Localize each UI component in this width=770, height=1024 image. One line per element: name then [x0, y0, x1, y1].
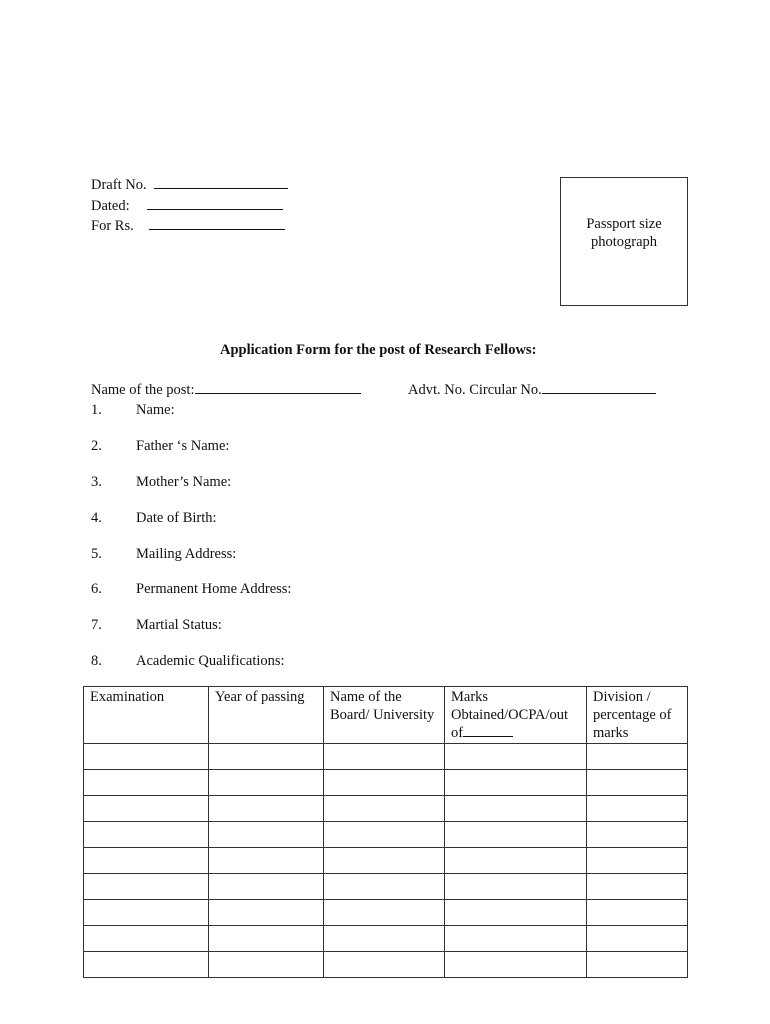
- marks-out-of-blank[interactable]: [463, 736, 513, 737]
- field-number: 5.: [91, 546, 102, 562]
- table-row: [84, 744, 688, 770]
- table-cell-division-percentage[interactable]: [587, 796, 688, 822]
- field-date-of-birth[interactable]: [0, 510, 770, 528]
- advt-number-input[interactable]: [542, 393, 656, 394]
- table-cell-year-of-passing[interactable]: [209, 848, 324, 874]
- table-cell-examination[interactable]: [84, 926, 209, 952]
- table-cell-board-university[interactable]: [324, 848, 445, 874]
- table-cell-board-university[interactable]: [324, 822, 445, 848]
- draft-number-field: [91, 177, 288, 194]
- table-row: [84, 822, 688, 848]
- field-number: 1.: [91, 402, 102, 418]
- qualifications-table: [83, 686, 688, 978]
- table-cell-year-of-passing[interactable]: [209, 926, 324, 952]
- field-name[interactable]: [0, 402, 770, 420]
- header-year-of-passing: Year of passing: [209, 687, 324, 744]
- field-number: 7.: [91, 617, 102, 633]
- field-label: Permanent Home Address:: [136, 581, 292, 597]
- table-cell-marks-obtained[interactable]: [445, 926, 587, 952]
- header-examination: Examination: [84, 687, 209, 744]
- photo-caption-line1: Passport size: [586, 216, 662, 232]
- field-martial-status[interactable]: [0, 617, 770, 635]
- table-cell-division-percentage[interactable]: [587, 822, 688, 848]
- table-cell-division-percentage[interactable]: [587, 952, 688, 978]
- field-label: Mother’s Name:: [136, 474, 232, 490]
- field-mailing-address[interactable]: [0, 546, 770, 564]
- dated-field: [91, 198, 283, 215]
- table-cell-marks-obtained[interactable]: [445, 952, 587, 978]
- field-number: 8.: [91, 653, 102, 669]
- for-rs-field: [91, 218, 285, 235]
- header-marks-text: Marks Obtained/OCPA/out of: [451, 689, 569, 741]
- table-cell-marks-obtained[interactable]: [445, 822, 587, 848]
- table-cell-examination[interactable]: [84, 770, 209, 796]
- form-title: Application Form for the post of Research Fellows:: [220, 342, 537, 358]
- table-cell-examination[interactable]: [84, 822, 209, 848]
- table-cell-examination[interactable]: [84, 952, 209, 978]
- table-row: [84, 796, 688, 822]
- header-division-percentage: Division / percentage of marks: [587, 687, 688, 744]
- table-cell-board-university[interactable]: [324, 926, 445, 952]
- dated-input[interactable]: [147, 209, 283, 210]
- table-row: [84, 926, 688, 952]
- name-of-post-label: Name of the post:: [91, 382, 195, 398]
- draft-number-input[interactable]: [154, 188, 288, 189]
- for-rs-input[interactable]: [149, 229, 285, 230]
- table-cell-marks-obtained[interactable]: [445, 744, 587, 770]
- table-cell-year-of-passing[interactable]: [209, 770, 324, 796]
- field-label: Father ‘s Name:: [136, 438, 230, 454]
- table-cell-board-university[interactable]: [324, 900, 445, 926]
- table-row: [84, 952, 688, 978]
- field-father-name[interactable]: [0, 438, 770, 456]
- table-cell-year-of-passing[interactable]: [209, 822, 324, 848]
- table-cell-year-of-passing[interactable]: [209, 874, 324, 900]
- table-cell-examination[interactable]: [84, 874, 209, 900]
- table-cell-board-university[interactable]: [324, 796, 445, 822]
- table-cell-division-percentage[interactable]: [587, 848, 688, 874]
- field-academic-qualifications: [0, 653, 770, 671]
- table-row: [84, 874, 688, 900]
- table-row: [84, 770, 688, 796]
- header-board-university: Name of the Board/ University: [324, 687, 445, 744]
- table-cell-year-of-passing[interactable]: [209, 796, 324, 822]
- table-cell-marks-obtained[interactable]: [445, 900, 587, 926]
- table-row: [84, 900, 688, 926]
- table-cell-board-university[interactable]: [324, 744, 445, 770]
- table-cell-board-university[interactable]: [324, 770, 445, 796]
- table-cell-marks-obtained[interactable]: [445, 770, 587, 796]
- table-cell-examination[interactable]: [84, 744, 209, 770]
- advt-number-label: Advt. No. Circular No.: [408, 382, 542, 398]
- table-cell-division-percentage[interactable]: [587, 926, 688, 952]
- table-row: [84, 848, 688, 874]
- field-number: 2.: [91, 438, 102, 454]
- advt-number-field: [408, 382, 656, 399]
- field-number: 6.: [91, 581, 102, 597]
- table-cell-marks-obtained[interactable]: [445, 874, 587, 900]
- table-cell-marks-obtained[interactable]: [445, 796, 587, 822]
- header-marks-obtained: [445, 687, 587, 744]
- table-cell-examination[interactable]: [84, 900, 209, 926]
- table-cell-examination[interactable]: [84, 848, 209, 874]
- table-cell-division-percentage[interactable]: [587, 744, 688, 770]
- table-header-row: [84, 687, 688, 744]
- passport-photo-box[interactable]: [560, 177, 688, 306]
- field-label: Name:: [136, 402, 175, 418]
- name-of-post-input[interactable]: [195, 393, 361, 394]
- field-mother-name[interactable]: [0, 474, 770, 492]
- table-cell-year-of-passing[interactable]: [209, 900, 324, 926]
- table-cell-examination[interactable]: [84, 796, 209, 822]
- draft-number-label: Draft No.: [91, 177, 147, 193]
- field-label: Mailing Address:: [136, 546, 237, 562]
- photo-caption-line2: photograph: [590, 234, 658, 250]
- table-cell-year-of-passing[interactable]: [209, 744, 324, 770]
- table-cell-marks-obtained[interactable]: [445, 848, 587, 874]
- field-permanent-address[interactable]: [0, 581, 770, 599]
- dated-label: Dated:: [91, 198, 130, 214]
- for-rs-label: For Rs.: [91, 218, 134, 234]
- field-label: Date of Birth:: [136, 510, 217, 526]
- name-of-post-field: [91, 382, 361, 399]
- table-cell-division-percentage[interactable]: [587, 770, 688, 796]
- field-number: 3.: [91, 474, 102, 490]
- field-number: 4.: [91, 510, 102, 526]
- field-label: Academic Qualifications:: [136, 653, 285, 669]
- table-cell-division-percentage[interactable]: [587, 874, 688, 900]
- table-cell-year-of-passing[interactable]: [209, 952, 324, 978]
- table-cell-division-percentage[interactable]: [587, 900, 688, 926]
- field-label: Martial Status:: [136, 617, 222, 633]
- table-cell-board-university[interactable]: [324, 952, 445, 978]
- table-cell-board-university[interactable]: [324, 874, 445, 900]
